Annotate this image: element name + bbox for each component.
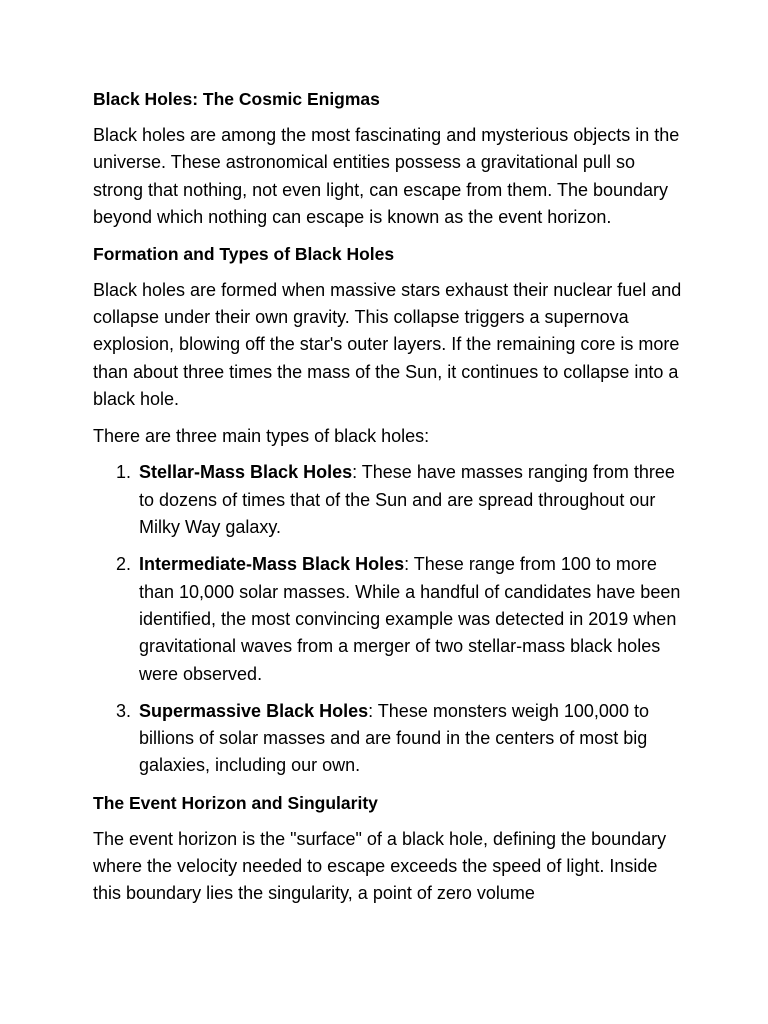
section-heading-formation: Formation and Types of Black Holes [93, 243, 395, 264]
list-item-description: : These monsters weigh 100,000 to billions of solar masses and are found in the centers of most big galaxies, including our own. [139, 700, 649, 776]
list-item [93, 698, 683, 780]
list-item-term: Supermassive Black Holes [139, 700, 369, 721]
list-item-term: Intermediate-Mass Black Holes [139, 554, 405, 575]
list-item-description: : These have masses ranging from three to dozens of times that of the Sun and are spread throughout our Milky Way galaxy. [139, 462, 675, 538]
list-item-number: 2. [116, 554, 132, 575]
list-item [93, 551, 683, 687]
list-item-description: : These range from 100 to more than 10,000 solar masses. While a handful of candidates have been identified, the most convincing example was detected in 2019 when gravitational waves from a merger of two stellar-mass black holes were observed. [139, 554, 681, 684]
list-item [93, 459, 683, 541]
intro-paragraph: Black holes are among the most fascinating and mysterious objects in the universe. These astronomical entities possess a gravitational pull so strong that nothing, not even light, can escape from them. The boundary beyond which nothing can escape is known as the event horizon. [93, 125, 680, 227]
document-page [93, 86, 683, 917]
list-item-number: 3. [116, 700, 132, 721]
list-item-number: 1. [116, 462, 132, 483]
black-hole-types-list [93, 459, 683, 779]
section-heading-event-horizon: The Event Horizon and Singularity [93, 792, 378, 813]
formation-paragraph: Black holes are formed when massive stars exhaust their nuclear fuel and collapse under their own gravity. This collapse triggers a supernova explosion, blowing off the star's outer layers. If the remaining core is more than about three times the mass of the Sun, it continues to collapse into a black hole. [93, 279, 682, 409]
event-horizon-paragraph: The event horizon is the "surface" of a black hole, defining the boundary where the velocity needed to escape exceeds the speed of light. Inside this boundary lies the singularity, a point of zero volume [93, 828, 667, 904]
document-title: Black Holes: The Cosmic Enigmas [93, 89, 380, 109]
types-intro-paragraph: There are three main types of black holes: [93, 425, 430, 446]
list-item-term: Stellar-Mass Black Holes [139, 462, 353, 483]
